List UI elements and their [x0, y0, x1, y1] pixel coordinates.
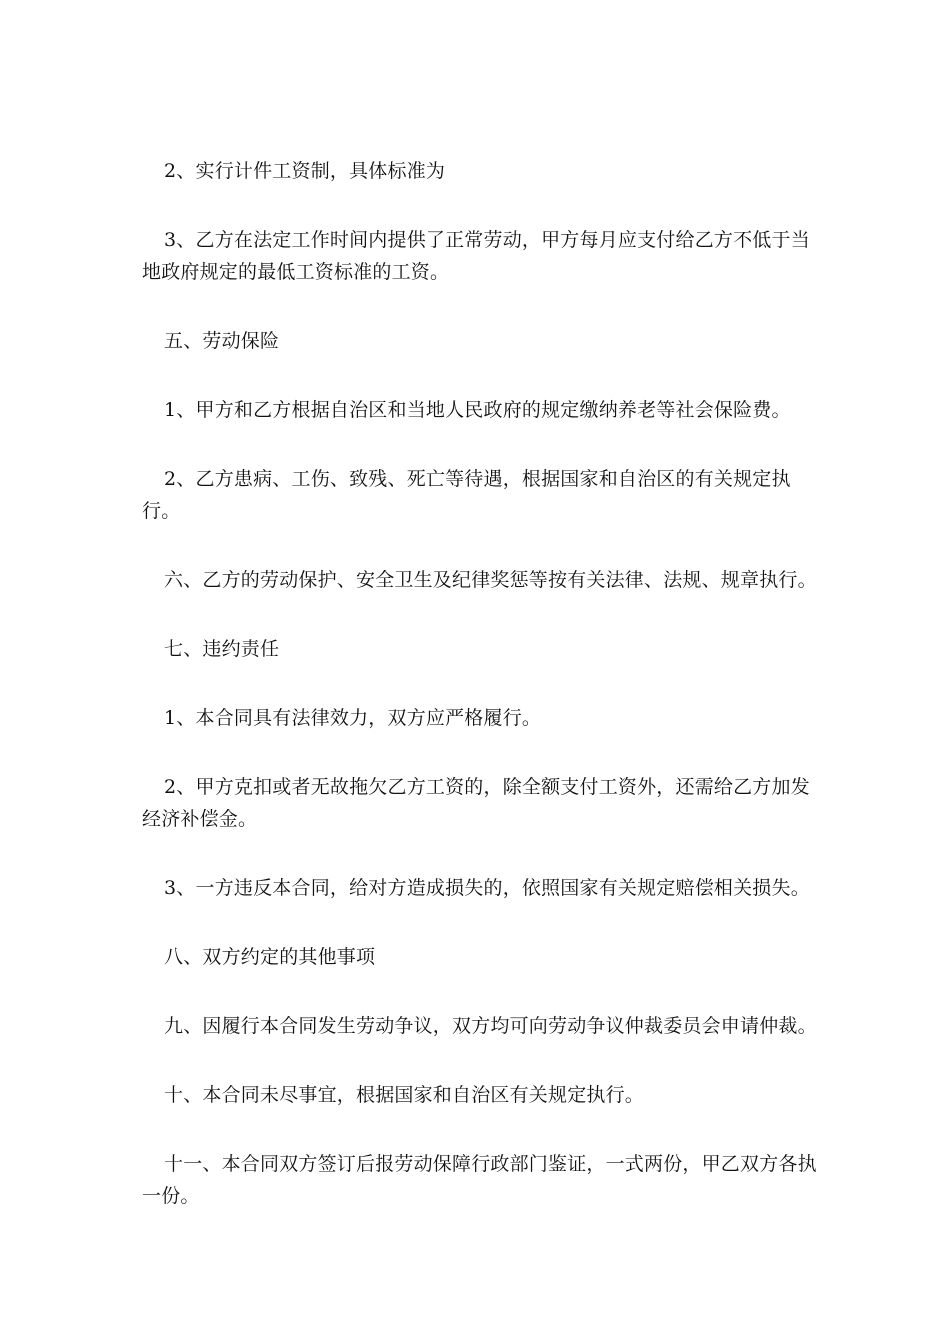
section-heading-other-matters: 八、双方约定的其他事项: [164, 946, 376, 968]
document-body: [142, 155, 822, 1249]
paragraph-breach-compensation: 3、一方违反本合同，给对方造成损失的，依照国家有关规定赔偿相关损失。: [164, 877, 810, 899]
paragraph-minimum-wage: 3、乙方在法定工作时间内提供了正常劳动，甲方每月应支付给乙方不低于当地政府规定的最低工资标准的工资。: [142, 229, 810, 283]
paragraph-social-insurance: 1、甲方和乙方根据自治区和当地人民政府的规定缴纳养老等社会保险费。: [164, 399, 791, 421]
paragraph-unresolved-matters: 十、本合同未尽事宜，根据国家和自治区有关规定执行。: [164, 1084, 645, 1106]
paragraph-labor-protection: 六、乙方的劳动保护、安全卫生及纪律奖惩等按有关法律、法规、规章执行。: [164, 569, 817, 591]
paragraph-wage-arrears: 2、甲方克扣或者无故拖欠乙方工资的，除全额支付工资外，还需给乙方加发经济补偿金。: [142, 776, 810, 830]
paragraph-contract-copies: 十一、本合同双方签订后报劳动保障行政部门鉴证，一式两份，甲乙双方各执一份。: [142, 1153, 817, 1207]
section-heading-labor-insurance: 五、劳动保险: [164, 330, 280, 352]
paragraph-legal-effect: 1、本合同具有法律效力，双方应严格履行。: [164, 707, 542, 729]
section-heading-liability: 七、违约责任: [164, 638, 280, 660]
paragraph-labor-dispute: 九、因履行本合同发生劳动争议，双方均可向劳动争议仲裁委员会申请仲裁。: [164, 1015, 817, 1037]
paragraph-illness-injury-benefits: 2、乙方患病、工伤、致残、死亡等待遇，根据国家和自治区的有关规定执行。: [142, 468, 791, 522]
paragraph-piecework-wage: 2、实行计件工资制，具体标准为: [164, 160, 446, 182]
